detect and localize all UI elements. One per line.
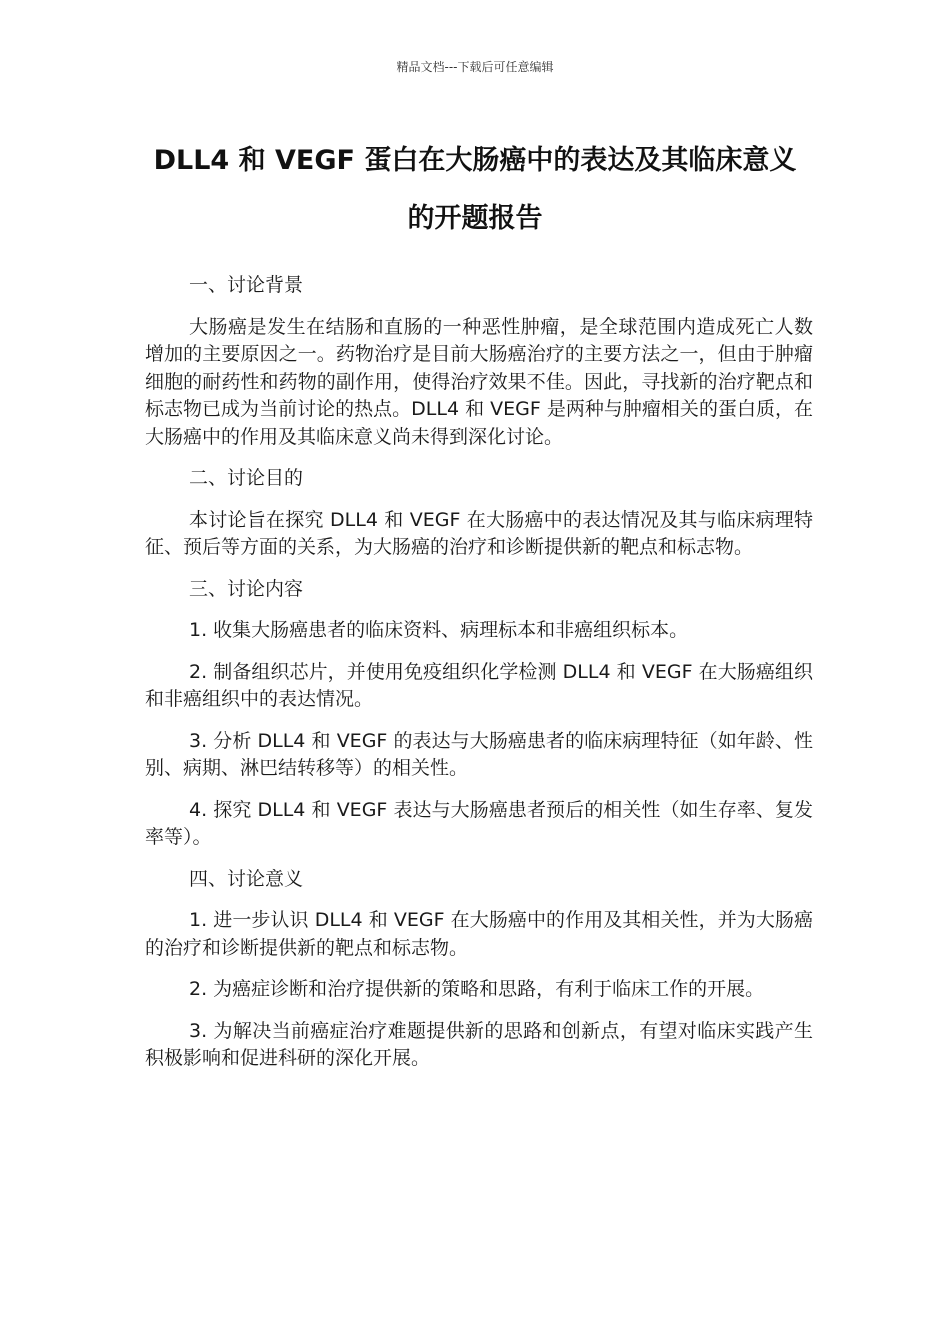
list-item-significance-3: 3. 为解决当前癌症治疗难题提供新的思路和创新点，有望对临床实践产生积极影响和促进科研的深化开展。: [145, 1019, 813, 1069]
section-heading-purpose: 二、讨论目的: [189, 467, 304, 489]
list-item-significance-2: 2. 为癌症诊断和治疗提供新的策略和思路，有利于临床工作的开展。: [189, 978, 765, 1000]
document-title-line-1: DLL4 和 VEGF 蛋白在大肠癌中的表达及其临床意义: [153, 145, 797, 176]
paragraph-purpose: 本讨论旨在探究 DLL4 和 VEGF 在大肠癌中的表达情况及其与临床病理特征、预后等方面的关系，为大肠癌的治疗和诊断提供新的靶点和标志物。: [145, 508, 813, 558]
list-item-content-4: 4. 探究 DLL4 和 VEGF 表达与大肠癌患者预后的相关性（如生存率、复发率等）。: [145, 798, 813, 848]
document-body: [145, 272, 813, 1087]
list-item-content-1: 1. 收集大肠癌患者的临床资料、病理标本和非癌组织标本。: [189, 619, 689, 641]
header-note: 精品文档---下载后可任意编辑: [396, 60, 554, 74]
section-heading-significance: 四、讨论意义: [189, 867, 304, 890]
paragraph-background: 大肠癌是发生在结肠和直肠的一种恶性肿瘤，是全球范围内造成死亡人数增加的主要原因之一。药物治疗是目前大肠癌治疗的主要方法之一，但由于肿瘤细胞的耐药性和药物的副作用，使得治疗效果不佳。因此，寻找新的治疗靶点和标志物已成为当前讨论的热点。DLL4 和 VEGF 是两种与肿瘤相关的蛋白质，在大肠癌中的作用及其临床意义尚未得到深化讨论。: [145, 315, 813, 448]
list-item-significance-1: 1. 进一步认识 DLL4 和 VEGF 在大肠癌中的作用及其相关性，并为大肠癌的治疗和诊断提供新的靶点和标志物。: [145, 909, 813, 959]
section-heading-content: 三、讨论内容: [189, 577, 304, 600]
list-item-content-3: 3. 分析 DLL4 和 VEGF 的表达与大肠癌患者的临床病理特征（如年龄、性别、病期、淋巴结转移等）的相关性。: [145, 729, 813, 779]
document-title-line-2: 的开题报告: [407, 203, 543, 234]
section-heading-background: 一、讨论背景: [189, 274, 304, 296]
list-item-content-2: 2. 制备组织芯片，并使用免疫组织化学检测 DLL4 和 VEGF 在大肠癌组织和非癌组织中的表达情况。: [145, 660, 813, 710]
